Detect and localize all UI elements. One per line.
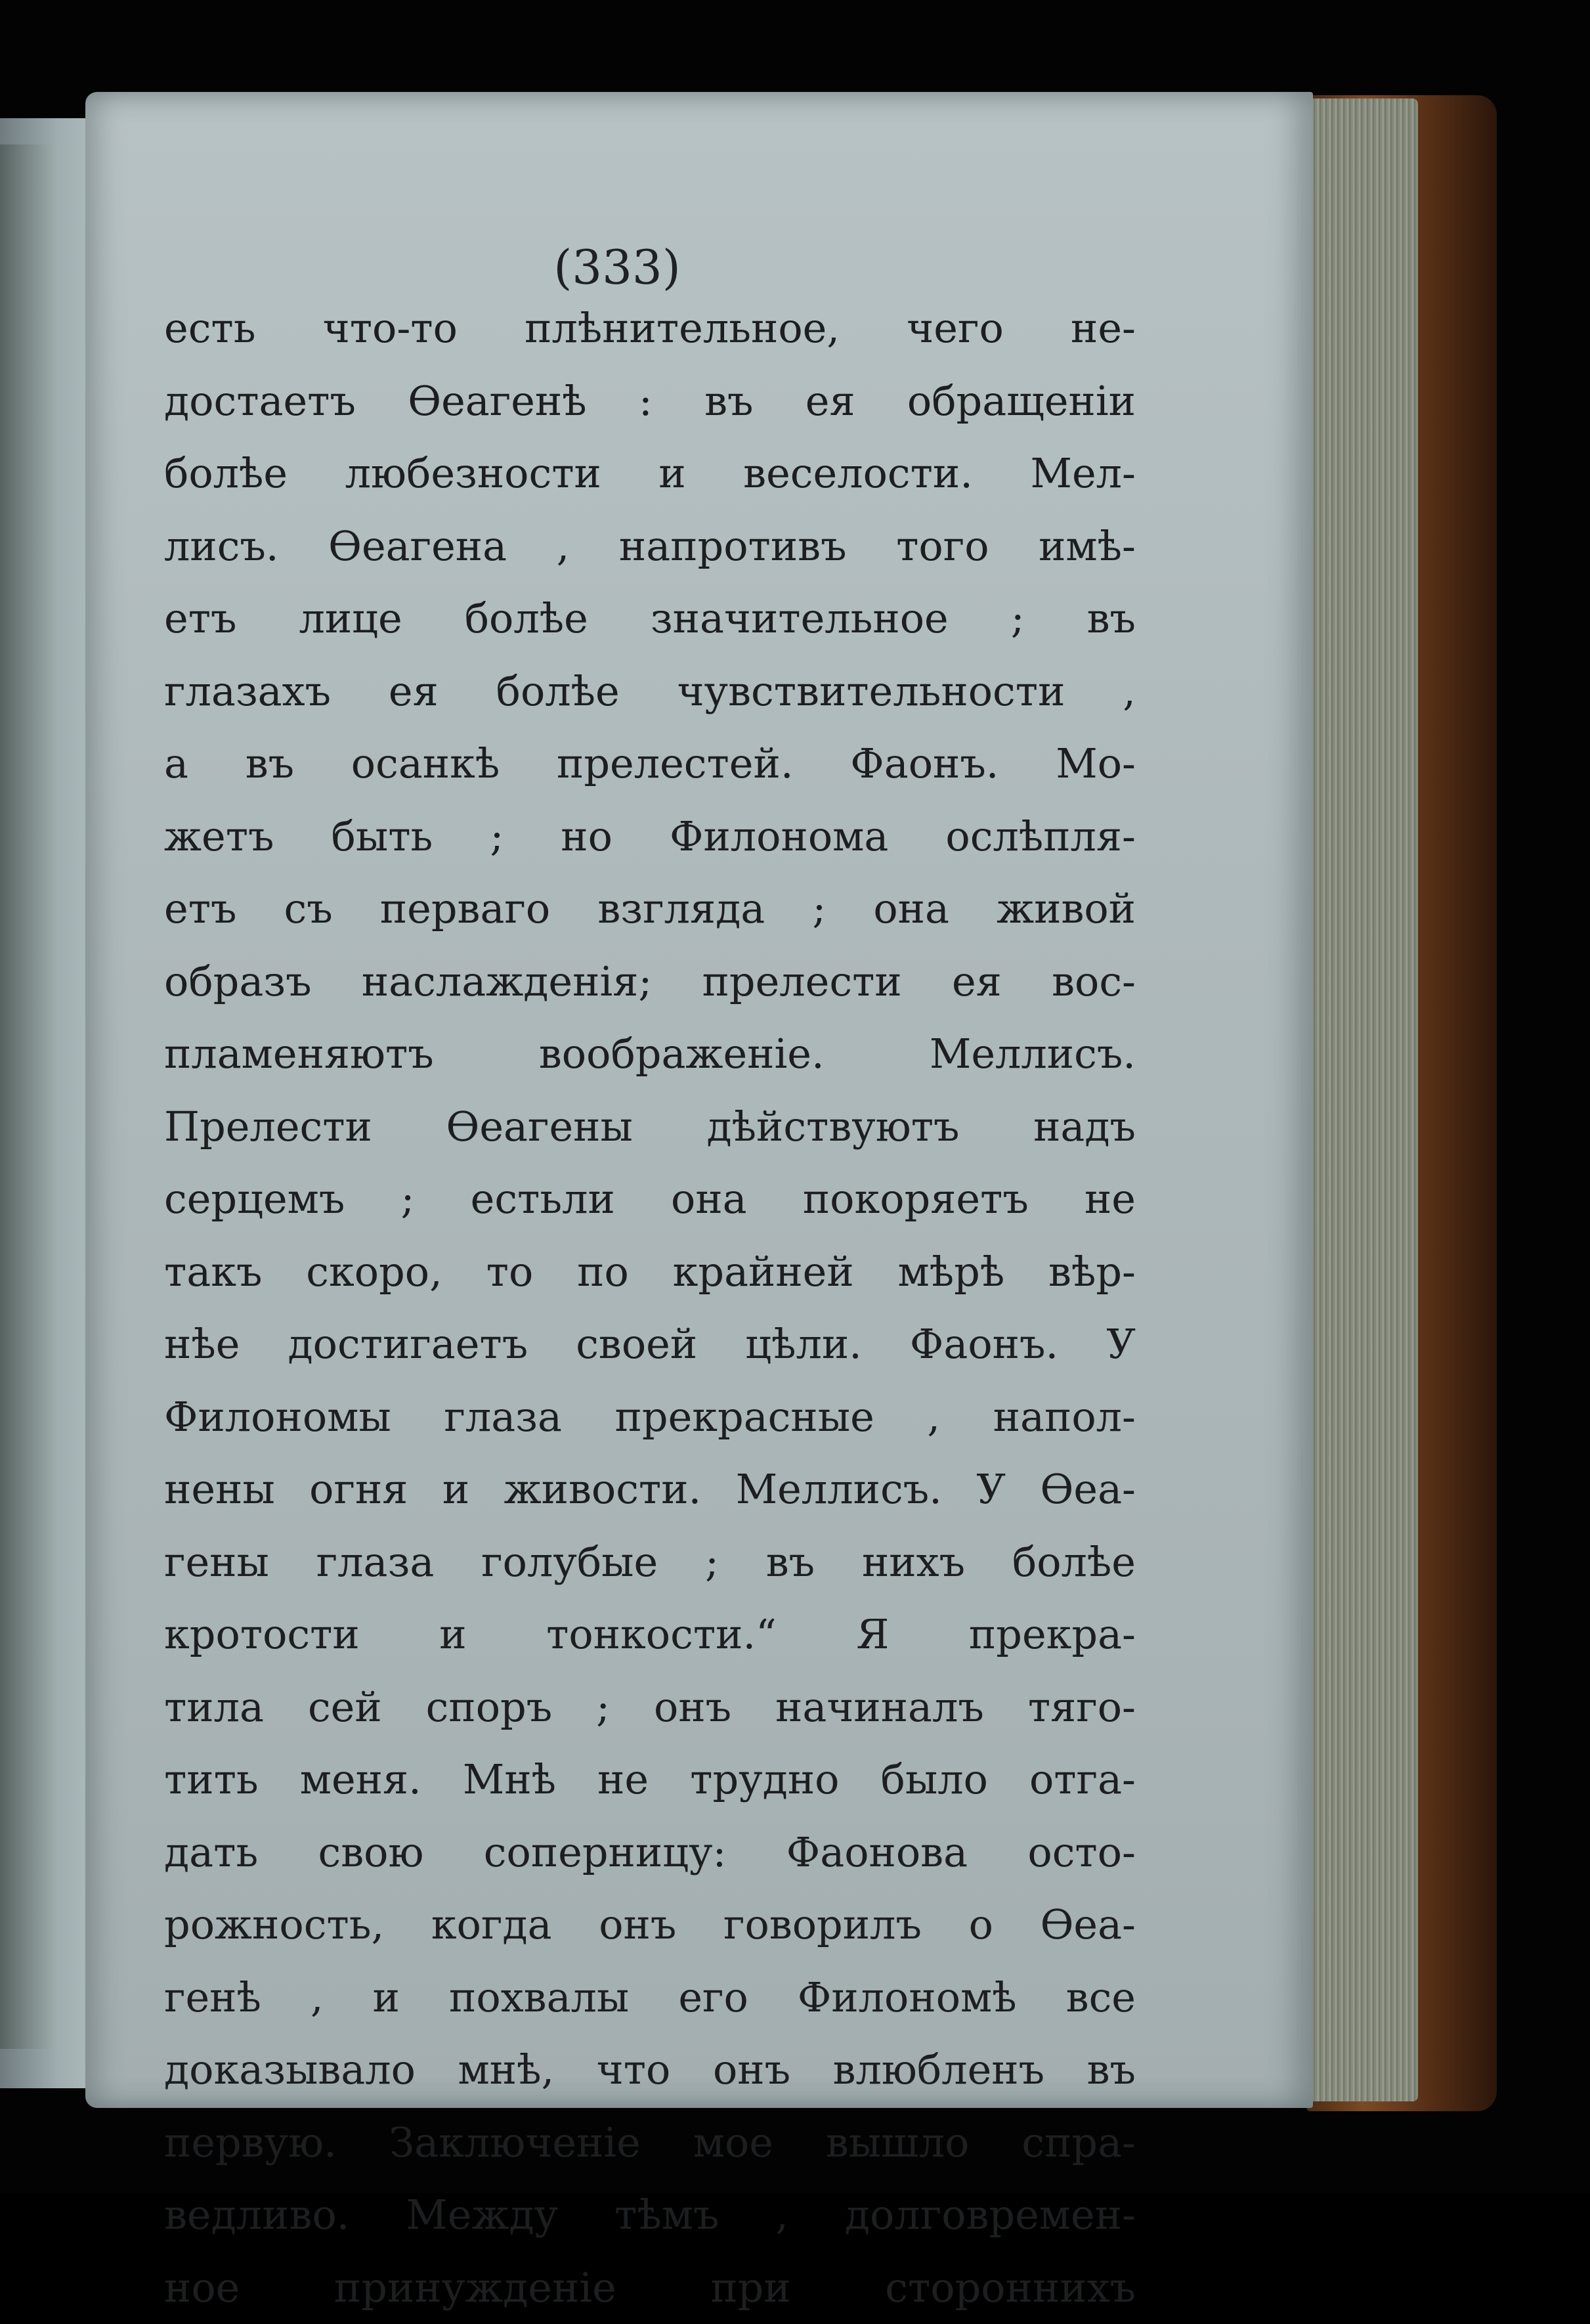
text-line: достаетъ Ѳеагенѣ : въ ея обращеніи [164,365,1136,438]
text-line: етъ съ перваго взгляда ; она живой [164,873,1136,946]
text-line: такъ скоро, то по крайней мѣрѣ вѣр- [164,1236,1136,1309]
page-number: (333) [85,240,1149,295]
text-line: жетъ быть ; но Филонома ослѣпля- [164,800,1136,873]
text-line: нѣе достигаетъ своей цѣли. Фаонъ. У [164,1308,1136,1381]
text-line: ное принужденіе при стороннихъ [164,2252,1136,2324]
text-line: дать свою соперницу: Фаонова осто- [164,1816,1136,1889]
page-text [164,292,1136,2324]
text-line: лисъ. Ѳеагена , напротивъ того имѣ- [164,510,1136,583]
text-line: глазахъ ея болѣе чувствительности , [164,655,1136,728]
book-page [85,92,1313,2108]
left-page-shadow [0,144,59,2049]
text-line: рожность, когда онъ говорилъ о Ѳеа- [164,1889,1136,1962]
text-line: первую. Заключеніе мое вышло спра- [164,2107,1136,2180]
text-line: а въ осанкѣ прелестей. Фаонъ. Мо- [164,728,1136,800]
text-line: есть что-то плѣнительное, чего не- [164,292,1136,365]
text-line: доказывало мнѣ, что онъ влюбленъ въ [164,2034,1136,2107]
text-line: кротости и тонкости.“ Я прекра- [164,1598,1136,1671]
text-line: пламеняютъ воображеніе. Меллисъ. [164,1018,1136,1091]
text-line: етъ лице болѣе значительное ; въ [164,582,1136,655]
text-line: тила сей споръ ; онъ начиналъ тяго- [164,1671,1136,1744]
text-line: образъ наслажденія; прелести ея вос- [164,946,1136,1019]
text-line: ведливо. Между тѣмъ , долговремен- [164,2179,1136,2252]
text-line: нены огня и живости. Меллисъ. У Ѳеа- [164,1453,1136,1526]
text-line: серцемъ ; естьли она покоряетъ не [164,1163,1136,1236]
text-line: Прелести Ѳеагены дѣйствуютъ надъ [164,1091,1136,1164]
text-line: тить меня. Мнѣ не трудно было отга- [164,1743,1136,1816]
text-line: гены глаза голубые ; въ нихъ болѣе [164,1526,1136,1599]
text-line: болѣе любезности и веселости. Мел- [164,437,1136,510]
text-line: генѣ , и похвалы его Филономѣ все [164,1962,1136,2034]
text-line: Филономы глаза прекрасные , напол- [164,1381,1136,1454]
